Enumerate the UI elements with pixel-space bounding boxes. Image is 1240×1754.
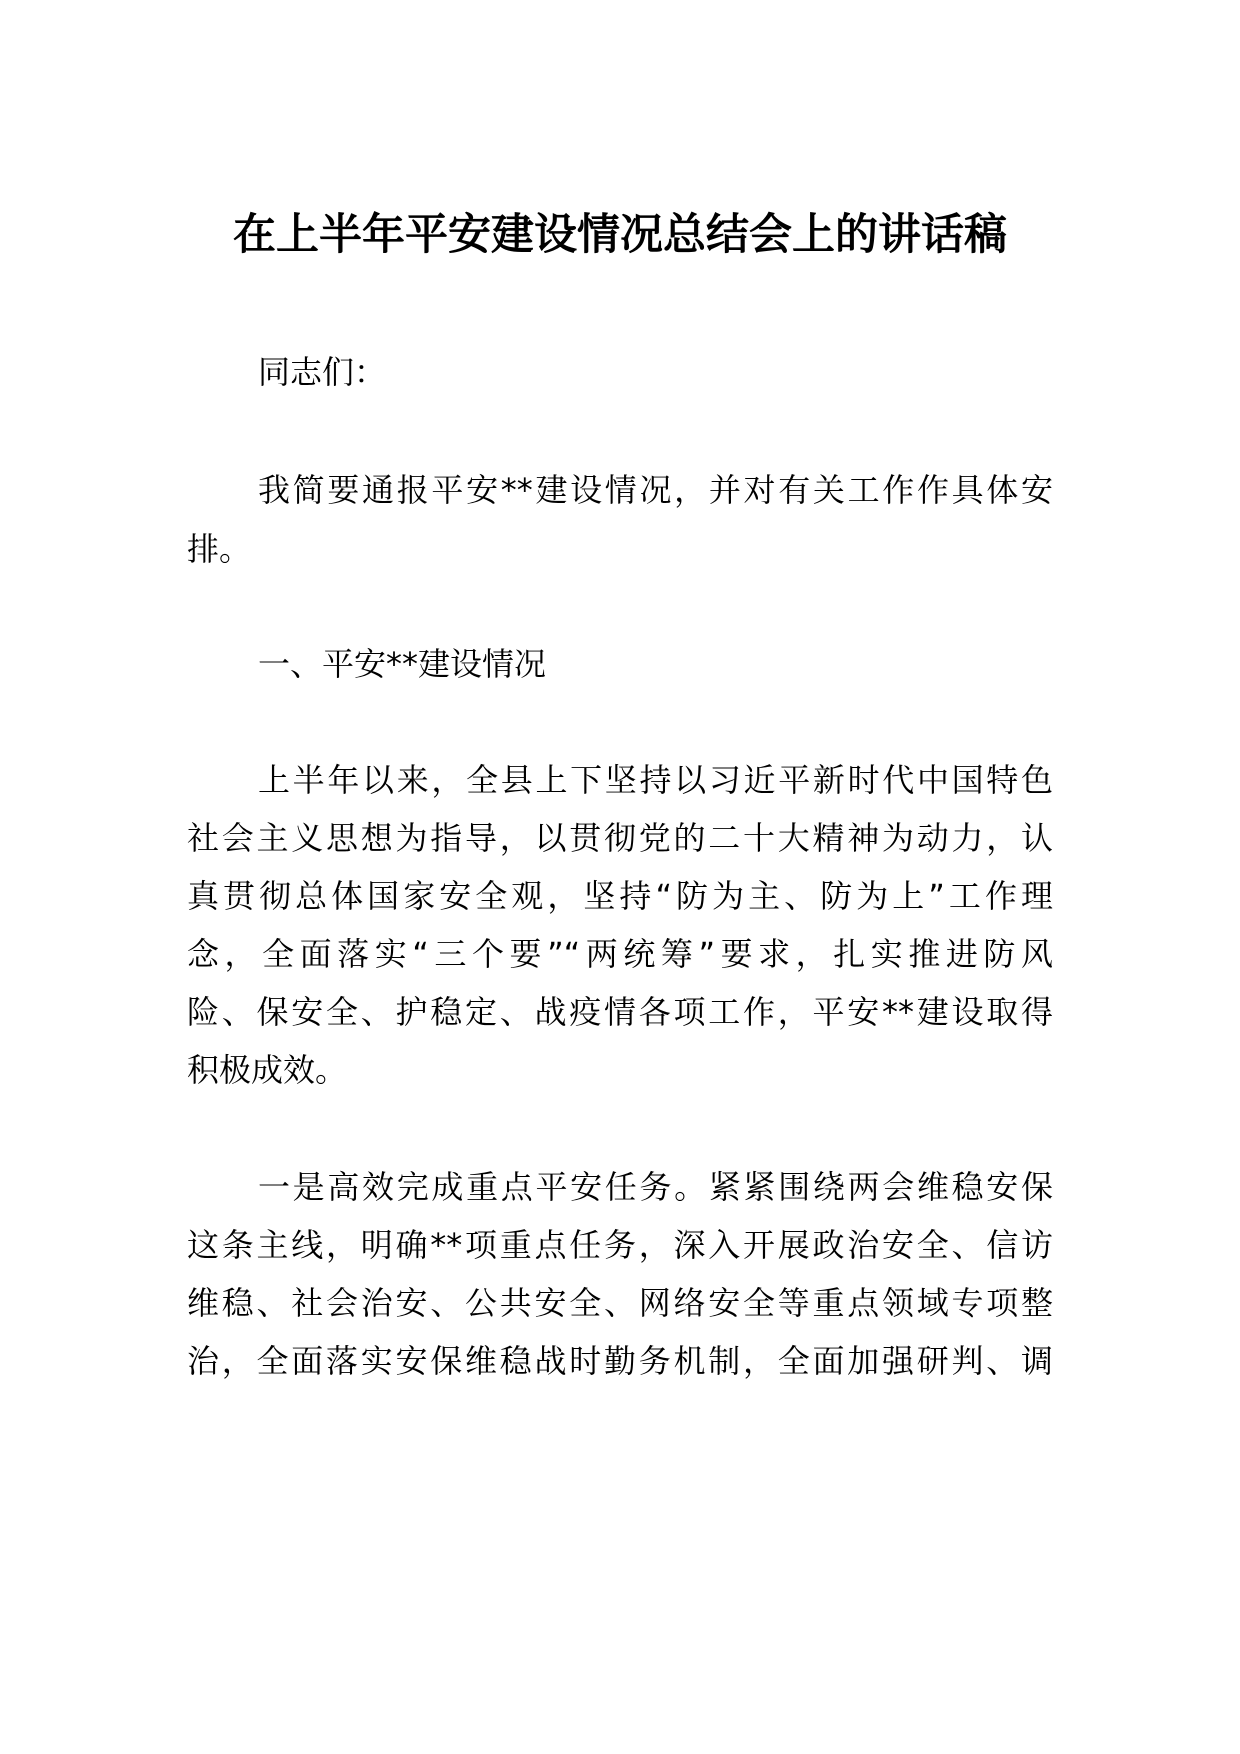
- paragraph-line: 积极成效。: [187, 1051, 348, 1089]
- paragraph-line: 治，全面落实安保维稳战时勤务机制，全面加强研判、调: [187, 1342, 1053, 1380]
- paragraph-line: 险、保安全、护稳定、战疫情各项工作，平安**建设取得: [187, 993, 1053, 1031]
- paragraph-line: 排。: [187, 530, 252, 568]
- paragraph-line: 这条主线，明确**项重点任务，深入开展政治安全、信访: [187, 1226, 1053, 1264]
- paragraph-line: 上半年以来，全县上下坚持以习近平新时代中国特色: [258, 761, 1053, 799]
- paragraph-line: 一是高效完成重点平安任务。紧紧围绕两会维稳安保: [258, 1168, 1053, 1206]
- document-title: 在上半年平安建设情况总结会上的讲话稿: [233, 210, 1007, 260]
- salutation: 同志们：: [258, 353, 387, 391]
- paragraph-line: 我简要通报平安**建设情况，并对有关工作作具体安: [258, 471, 1053, 509]
- paragraph-line: 真贯彻总体国家安全观，坚持“防为主、防为上”工作理: [187, 877, 1053, 915]
- section-heading: 一、平安**建设情况: [258, 645, 547, 683]
- paragraph-line: 维稳、社会治安、公共安全、网络安全等重点领域专项整: [187, 1284, 1053, 1322]
- paragraph-line: 念，全面落实“三个要”“两统筹”要求，扎实推进防风: [187, 935, 1053, 973]
- paragraph-line: 社会主义思想为指导，以贯彻党的二十大精神为动力，认: [187, 819, 1053, 857]
